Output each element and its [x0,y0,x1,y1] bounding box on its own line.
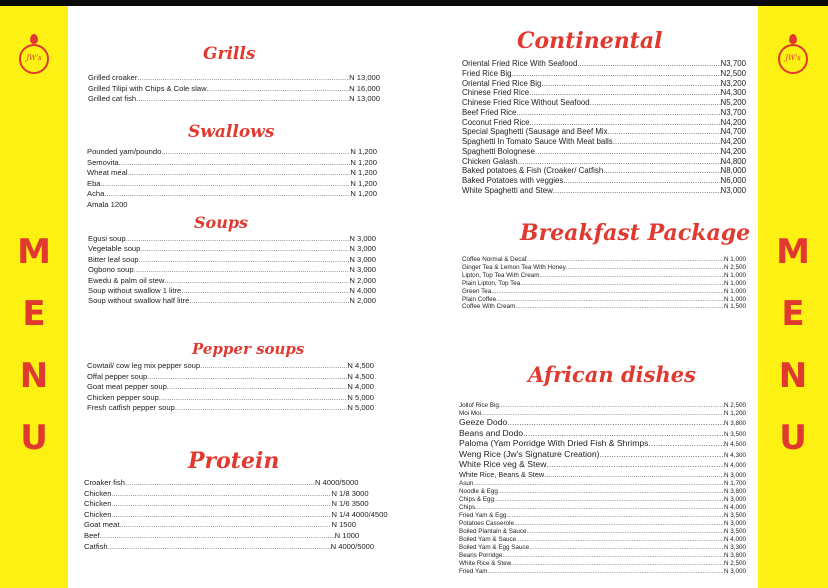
item-name: Spaghetti Bolognese [462,146,535,156]
section-title-breakfast-package: Breakfast Package [520,220,751,246]
item-price: N 3,000 [349,265,376,275]
menu-letter: U [20,418,48,458]
item-name: Spaghetti In Tomato Sauce With Meat balls [462,137,613,146]
item-name: Noodle & Egg [459,488,498,496]
item-name: Potatoes Casserole [459,520,514,528]
menu-item [462,127,746,137]
menu-letter: U [779,418,807,458]
menu-letter: M [776,232,810,272]
item-price: N3,000 [720,185,746,195]
item-name: Moi Moi [459,409,482,417]
menu-item [459,512,746,520]
item-price: N 3,500 [723,430,746,438]
item-price: N 3,000 [349,254,376,264]
item-name: Plain Coffee [462,295,497,303]
item-price: N 2,500 [723,263,746,271]
menu-item [462,280,746,288]
menu-item [462,79,746,89]
item-name: Ginger Tea & Lemon Tea With Honey [462,263,566,271]
item-name: Cowtail/ cow leg mix pepper soup [87,361,201,370]
item-price: N 4,500 [347,371,374,381]
item-name: Chinese Fried Rice [462,88,530,98]
menu-letter: N [19,356,49,396]
item-name: Weng Rice (Jw's Signature Creation) [459,448,600,459]
section-title-continental: Continental [517,28,663,54]
item-price: N 4,300 [723,451,746,459]
item-price: N 1/6 3500 [331,499,369,509]
menu-item [88,244,376,254]
vertical-menu-word [0,221,68,469]
menu-item [88,265,376,275]
menu-item [87,158,377,169]
item-price: N 1/4 4000/4500 [331,509,388,519]
item-price: N4,200 [720,117,746,127]
item-price: N 3,000 [723,496,746,504]
menu-item [84,520,404,531]
item-name: Chicken Galash [462,156,518,166]
item-name: Wheat meal [87,168,128,177]
item-price: N 16,000 [349,83,380,93]
item-price: N 1,200 [350,178,377,188]
menu-item [88,84,380,95]
item-price: N 2,000 [349,296,376,306]
menu-item [87,179,377,190]
menu-item [462,59,746,69]
menu-item [462,288,746,296]
item-name: Chicken [84,488,112,498]
item-price: N 1,200 [350,168,377,177]
item-name: Bitter leaf soup [88,254,139,264]
logo-text: JW's [26,54,42,62]
menu-item [84,489,404,500]
item-price: N 4,000 [723,504,746,512]
item-name: Pounded yam/poundo [87,147,162,156]
menu-item [462,296,746,304]
item-name: Baked Potatoes with veggies [462,176,564,185]
item-name: Ogbono soup [88,265,134,275]
menu-item [84,478,404,489]
vertical-menu-word [758,221,828,469]
item-name: Beef [84,530,100,540]
item-price: N 4,500 [347,361,374,370]
menu-item [87,403,374,414]
menu-item [84,510,404,521]
item-price: N 4,000 [349,286,376,296]
item-name: Chicken pepper soup [87,392,159,402]
menu-letter: M [17,232,51,272]
item-price: N 1,000 [723,287,746,295]
menu-item [462,118,746,128]
item-price: N4,800 [720,156,746,166]
item-name: Coffee With Cream [462,303,516,311]
menu-item [462,186,746,196]
item-name: White Rice veg & Stew [459,459,547,470]
item-price: N3,200 [720,78,746,88]
item-name: Croaker fish [84,478,125,487]
item-price: N 3,000 [723,520,746,528]
top-border [0,0,828,6]
item-name: Grilled Tilipi with Chips & Cole slaw [88,83,207,93]
flame-icon [30,34,38,44]
item-name: Catfish [84,541,108,551]
item-price: N8,000 [720,166,746,176]
item-price: N 4,000 [723,536,746,544]
item-name: Soup without swallow 1 litre [88,286,182,296]
item-name: Egusi soup [88,234,126,243]
menu-item [459,418,746,429]
jws-logo-icon [778,44,808,74]
item-price: N 3,000 [723,567,746,575]
item-name: White Rice & Stew [459,560,512,567]
item-name: Asun [459,480,474,488]
menu-item [459,402,746,410]
item-name: Goat meat [84,520,120,530]
jws-logo-icon [19,44,49,74]
item-name: Geeze Dodo [459,416,508,427]
protein-list [84,478,404,552]
menu-item [459,471,746,481]
item-price: N 4000/5000 [330,541,375,551]
menu-item [87,147,377,158]
item-price: N6,000 [720,176,746,185]
item-price: N 13,000 [349,73,380,82]
item-price: N 1,000 [723,256,746,263]
item-name: Soup without swallow half litre [88,296,190,306]
item-price: N 3,800 [723,488,746,496]
item-price: N 1,200 [350,147,377,156]
item-price: N 2,000 [349,275,376,285]
menu-item [462,166,746,176]
menu-item [87,382,374,393]
item-price: N 3,000 [349,244,376,254]
item-name: Beef Fried Rice [462,107,517,117]
menu-item [462,147,746,157]
item-name: Boiled Plantain & Sauce [459,528,527,536]
menu-item [462,108,746,118]
item-name: Fried Yam & Egg [459,512,507,520]
menu-item [88,255,376,265]
left-side-band [0,6,68,588]
menu-item [459,480,746,488]
menu-letter: E [22,294,46,334]
item-price: N 1,000 [723,279,746,287]
item-price: N 4,000 [347,382,374,392]
menu-item [459,536,746,544]
item-price: N4,200 [720,146,746,156]
item-name: Offal pepper soup [87,371,148,381]
item-price: N 5,000 [347,403,374,413]
menu-item [459,544,746,552]
menu-item [84,542,404,553]
menu-item [88,286,376,296]
menu-item [88,276,376,286]
item-price: N4,300 [720,88,746,98]
menu-item [462,69,746,79]
item-price: N 1,000 [723,271,746,279]
item-name: Beans Porridge [459,552,503,560]
item-name: White Rice, Beans & Stew [459,469,545,479]
item-price: N 1,000 [723,295,746,303]
menu-item [459,560,746,568]
item-price: N2,500 [720,68,746,78]
item-price: N 4,000 [723,462,746,470]
menu-item [87,361,374,372]
menu-item [459,568,746,576]
item-name: Fried Rice Big [462,68,512,78]
menu-item [88,94,380,105]
item-name: White Spaghetti and Stew [462,185,553,195]
flame-icon [789,34,797,44]
item-price: N 2,500 [723,402,746,409]
item-price: N 4000/5000 [314,478,359,487]
item-name: Paloma (Yam Porridge With Dried Fish & Shrimps [459,438,649,449]
item-price: N 3,000 [349,234,376,243]
item-name: Goat meat pepper soup [87,382,167,392]
section-title-swallows: Swallows [188,122,275,142]
item-name: Lipton, Top Tea With Cream [462,271,540,279]
item-price: N 1,500 [723,303,746,311]
section-title-pepper-soups: Pepper soups [192,340,305,358]
menu-item [87,189,377,200]
item-price: N 3,500 [723,512,746,520]
grills-list [88,73,380,105]
item-price: N 13,000 [349,94,380,103]
african-list [459,402,746,576]
item-price: N 3,800 [723,419,746,427]
soups-list [88,234,376,307]
item-name: Vegetable soup [88,244,141,254]
item-name: Chips & Egg [459,496,495,504]
item-price: N 1/8 3000 [331,488,369,498]
item-price: N 2,500 [723,560,746,567]
item-name: Ewedu & palm oil stew [88,275,165,285]
item-name: Beans and Dodo [459,427,524,438]
menu-item [87,372,374,383]
menu-letter: N [778,356,808,396]
item-name: Green Tea [462,287,492,295]
item-price: N5,200 [720,98,746,107]
item-price: N 1,200 [350,189,377,198]
pepper-soups-list [87,361,374,414]
item-price: N 3,500 [723,528,746,536]
item-name: Baked potatoes & Fish (Croaker/ Catfish [462,166,604,176]
item-name: Chicken [84,499,112,509]
menu-item [459,496,746,504]
menu-item [459,520,746,528]
item-price: N 1,700 [723,480,746,488]
continental-list [462,59,746,196]
item-name: Special Spaghetti (Sausage and Beef Mix [462,127,608,137]
item-name: Coconut Fried Rice [462,117,530,127]
item-name: Grilled croaker [88,73,138,82]
item-price: N 1500 [331,520,356,530]
section-title-grills: Grills [203,44,256,64]
menu-item [462,264,746,272]
menu-item [462,303,746,311]
menu-item [459,552,746,560]
item-name: Chicken [84,509,112,519]
item-name: Chinese Fried Rice Without Seafood [462,98,590,107]
item-name: Boiled Yam & Egg Sauce [459,544,530,552]
item-price: N 1,200 [723,409,746,417]
item-name: Fresh catfish pepper soup [87,403,175,413]
item-price: N4,200 [720,137,746,146]
menu-item [462,256,746,264]
menu-item [88,234,376,244]
item-name: Fried Yam [459,567,488,575]
menu-item [87,393,374,404]
menu-item [462,176,746,186]
logo-text: JW's [785,54,801,62]
breakfast-list [462,256,746,311]
menu-item [462,98,746,108]
item-price: N 5,000 [347,392,374,402]
item-price: N3,700 [720,107,746,117]
menu-item [462,137,746,147]
menu-letter: E [781,294,805,334]
menu-item [84,531,404,542]
section-title-african-dishes: African dishes [528,362,696,387]
menu-item [459,504,746,512]
menu-item [87,168,377,179]
item-price: N 4,500 [723,441,746,449]
swallows-list [87,147,377,210]
item-name: Oriental Fried Rice With Seafood [462,59,578,68]
item-name: Eba [87,178,101,188]
right-side-band [758,6,828,588]
item-price: N 3,000 [723,471,746,479]
menu-item [84,499,404,510]
item-price: N 3,800 [723,552,746,560]
item-name: Semovita [87,157,119,167]
menu-item [88,73,380,84]
item-price: N4,700 [720,127,746,137]
menu-item [459,528,746,536]
menu-item [462,272,746,280]
section-title-soups: Soups [194,213,249,232]
item-name: Boiled Yam & Sauce [459,536,517,544]
menu-item [459,488,746,496]
item-name: Grilled cat fish [88,94,137,103]
item-price: N 3,300 [723,544,746,552]
item-price: N 1,200 [350,157,377,167]
item-name: Acha [87,189,105,198]
menu-item-extra: Amala 1200 [87,199,128,209]
item-price: N 1000 [334,530,360,540]
item-price: N3,700 [720,59,746,68]
item-name: Oriental Fried Rice Big [462,78,542,88]
menu-item [462,88,746,98]
item-name: Plain Lipton, Top Tea [462,279,521,287]
item-name: Jollof Rice Big [459,402,499,409]
menu-item [88,296,376,306]
item-name: Chips [459,504,476,512]
item-name: Coffee Normal & Decaf [462,256,527,263]
menu-item [462,157,746,167]
section-title-protein: Protein [188,448,280,474]
